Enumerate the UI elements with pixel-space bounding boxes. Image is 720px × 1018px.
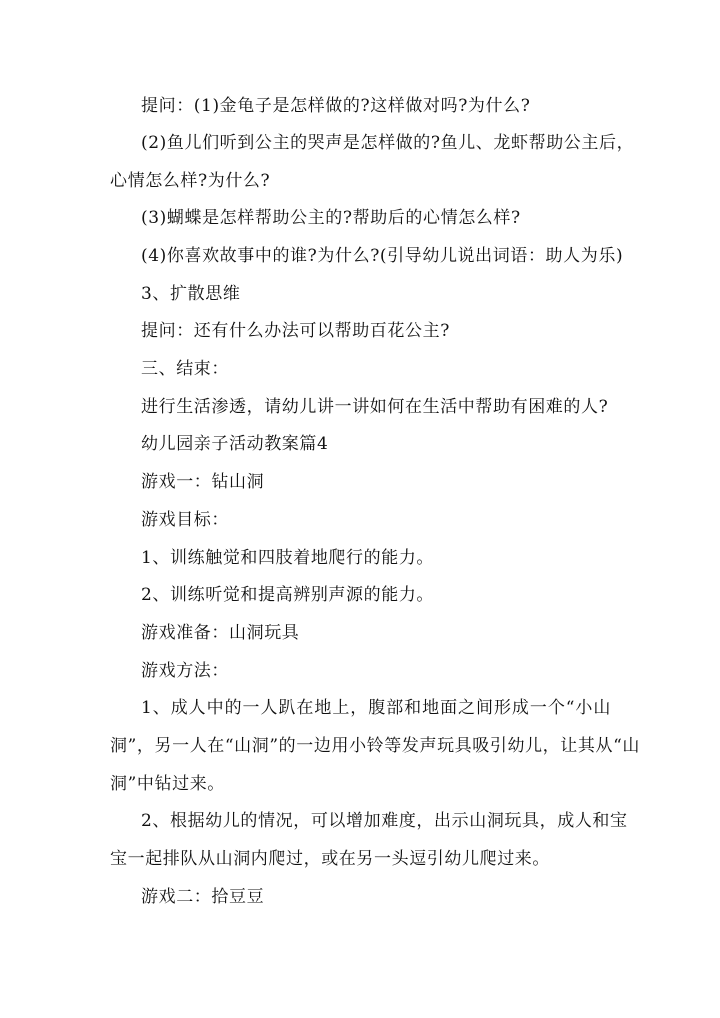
text-line: (3)蝴蝶是怎样帮助公主的?帮助后的心情怎么样?	[141, 208, 521, 228]
game-heading: 游戏一：钻山洞	[141, 472, 265, 492]
text-line: 心情怎么样?为什么?	[110, 171, 271, 191]
text-line: (4)你喜欢故事中的谁?为什么?(引导幼儿说出词语：助人为乐)	[141, 246, 624, 266]
section-heading: 游戏目标：	[141, 510, 229, 530]
game-heading: 游戏二：拾豆豆	[141, 887, 265, 907]
text-line: 洞”，另一人在“山洞”的一边用小铃等发声玩具吸引幼儿，让其从“山	[110, 736, 640, 756]
article-title: 幼儿园亲子活动教案篇4	[141, 434, 329, 454]
list-item: 1、训练触觉和四肢着地爬行的能力。	[141, 548, 435, 568]
text-line: 进行生活渗透，请幼儿讲一讲如何在生活中帮助有困难的人?	[141, 397, 609, 417]
section-heading: 3、扩散思维	[141, 284, 241, 304]
list-item: 1、成人中的一人趴在地上，腹部和地面之间形成一个“小山	[141, 698, 611, 718]
text-line: 提问：(1)金龟子是怎样做的?这样做对吗?为什么?	[141, 96, 531, 116]
text-line: 宝一起排队从山洞内爬过，或在另一头逗引幼儿爬过来。	[110, 849, 550, 869]
text-line: 洞”中钻过来。	[110, 774, 225, 794]
text-line: 游戏准备：山洞玩具	[141, 623, 300, 643]
text-line: (2)鱼儿们听到公主的哭声是怎样做的?鱼儿、龙虾帮助公主后，	[141, 133, 635, 153]
section-heading: 三、结束：	[141, 359, 229, 379]
text-line: 提问：还有什么办法可以帮助百花公主?	[141, 321, 450, 341]
section-heading: 游戏方法：	[141, 661, 229, 681]
list-item: 2、根据幼儿的情况，可以增加难度，出示山洞玩具，成人和宝	[141, 811, 628, 831]
list-item: 2、训练听觉和提高辨别声源的能力。	[141, 585, 435, 605]
